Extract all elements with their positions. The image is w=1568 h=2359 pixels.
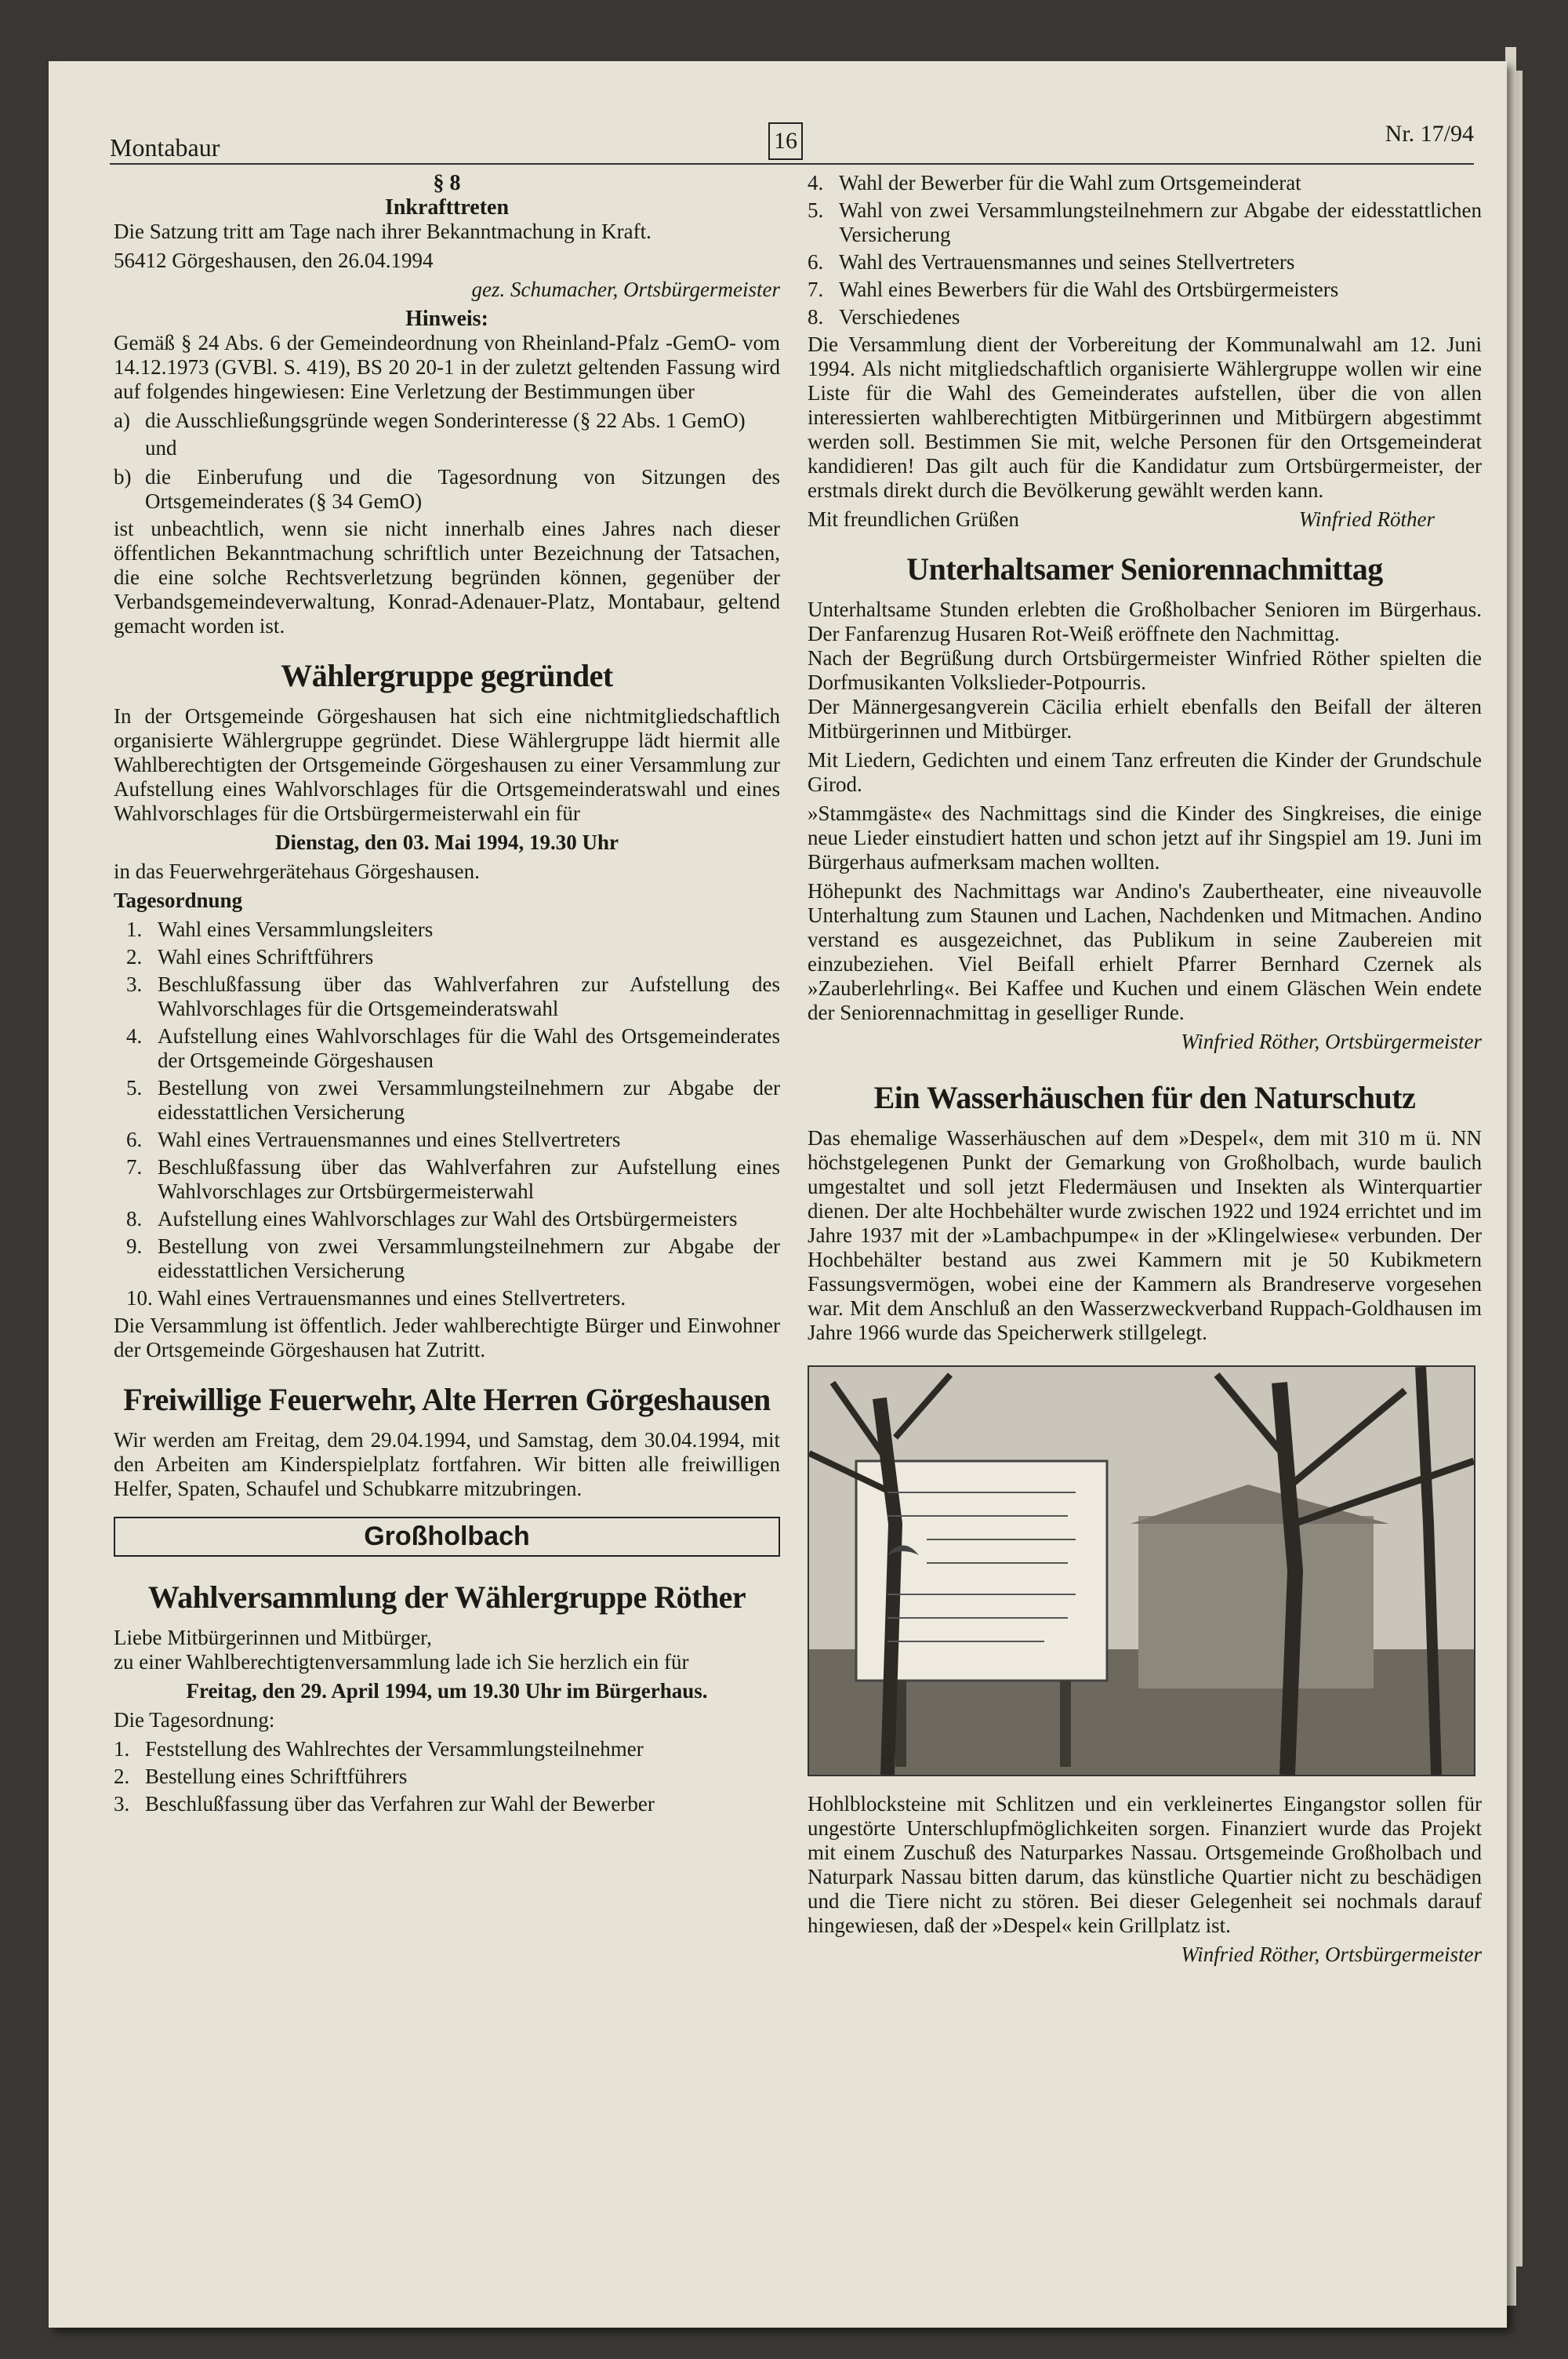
agenda-text: Feststellung des Wahlrechtes der Versammlungsteilnehmer (145, 1737, 644, 1761)
agenda-text: Wahl eines Vertrauensmannes und eines Stellvertreters. (158, 1286, 626, 1310)
signature: Winfried Röther, Ortsbürgermeister (1181, 1943, 1482, 1966)
closing-row (808, 507, 1482, 532)
header-issue: Nr. 17/94 (1385, 121, 1474, 147)
left-column (114, 171, 780, 1819)
agenda-item (126, 1234, 780, 1283)
agenda-text: Beschlußfassung über das Wahlverfahren zur Aufstellung eines Wahlvorschlages zur Ortsbürgermeisterwahl (158, 1155, 780, 1203)
agenda-number: 5. (126, 1076, 143, 1100)
agenda-number: 6. (808, 250, 824, 274)
meeting-location: in das Feuerwehrgerätehaus Görgeshausen. (114, 860, 480, 883)
article-paragraph: Mit Liedern, Gedichten und einem Tanz erfreuten die Kinder der Grundschule Girod. (808, 748, 1482, 796)
agenda-item (114, 1765, 780, 1789)
article-paragraph: Nach der Begrüßung durch Ortsbürgermeister Winfried Röther spielten die Dorfmusikanten Volkslieder-Potpourris. (808, 646, 1482, 694)
agenda-text: Aufstellung eines Wahlvorschlages für die Wahl des Ortsgemeinderates der Ortsgemeinde Görgeshausen (158, 1024, 780, 1072)
agenda-text: Bestellung eines Schriftführers (145, 1765, 408, 1788)
agenda-number: 7. (808, 278, 824, 301)
agenda-number: 3. (114, 1792, 130, 1816)
article-paragraph: »Stammgäste« des Nachmittags sind die Kinder des Singkreises, die einige neue Lieder einstudiert hatten und schon jetzt auf ihr Singspiel am 19. Juni im Bürgerhaus aufmerksam machen wollten. (808, 801, 1482, 874)
header-page-number: 16 (768, 122, 803, 160)
agenda-text: Wahl von zwei Versammlungsteilnehmern zur Abgabe der eidesstattlichen Versicherung (839, 198, 1482, 246)
agenda-number: 4. (126, 1024, 143, 1048)
agenda-number: 1. (114, 1737, 130, 1761)
agenda-item (126, 1207, 780, 1231)
agenda-title: Die Tagesordnung: (114, 1708, 275, 1732)
agenda-number: 2. (126, 945, 143, 969)
agenda-text: Wahl der Bewerber für die Wahl zum Ortsgemeinderat (839, 171, 1301, 194)
list-marker: b) (114, 465, 132, 489)
list-text: die Ausschließungsgründe wegen Sonderinteresse (§ 22 Abs. 1 GemO) (145, 409, 746, 432)
list-marker: a) (114, 409, 130, 432)
article-paragraph: Das ehemalige Wasserhäuschen auf dem »Despel«, dem mit 310 m ü. NN höchstgelegenen Punkt der Gemarkung von Großholbach, wurde baulich umgestaltet und soll jetzt Fledermäusen und Insekten als Winterquartier dienen. Der alte Hochbehälter wurde zwischen 1922 und 1924 errichtet und im Jahre 1937 mit der »Lambachpumpe« in der »Klingelwiese« verbunden. Der Hochbehälter bestand aus zwei Kammern mit je 50 Kubikmetern Fassungsvermögen, wobei eine der Kammern als Brandreserve vorgesehen war. Mit dem Anschluß an den Wasserzweckverband Ruppach-Goldhausen im Jahre 1966 wurde das Speicherwerk stillgelegt. (808, 1126, 1482, 1344)
agenda-number: 1. (126, 918, 143, 941)
place-date: 56412 Görgeshausen, den 26.04.1994 (114, 249, 434, 272)
section-box: Großholbach (114, 1517, 780, 1557)
article-headline: Unterhaltsamer Seniorennachmittag (906, 551, 1383, 587)
article-closing: Die Versammlung ist öffentlich. Jeder wahlberechtigte Bürger und Einwohner der Ortsgemeinde Görgeshausen hat Zutritt. (114, 1314, 780, 1361)
agenda-item (808, 305, 1482, 329)
meeting-date: Dienstag, den 03. Mai 1994, 19.30 Uhr (275, 831, 619, 854)
agenda-list (114, 1737, 780, 1816)
list-item (114, 409, 780, 433)
agenda-text: Bestellung von zwei Versammlungsteilnehmern zur Abgabe der eidesstattlichen Versicherung (158, 1076, 780, 1124)
agenda-number: 10. (126, 1286, 153, 1310)
agenda-title: Tagesordnung (114, 889, 243, 912)
right-column (808, 171, 1482, 1972)
agenda-item (126, 1024, 780, 1073)
article-paragraph: Der Männergesangverein Cäcilia erhielt ebenfalls den Beifall der älteren Mitbürgerinnen und Mitbürger. (808, 695, 1482, 743)
agenda-number: 4. (808, 171, 824, 194)
body-text: Die Satzung tritt am Tage nach ihrer Bekanntmachung in Kraft. (114, 220, 652, 243)
signature: Winfried Röther, Ortsbürgermeister (1181, 1030, 1482, 1053)
agenda-text: Beschlußfassung über das Verfahren zur Wahl der Bewerber (145, 1792, 655, 1816)
photo-water-house (808, 1365, 1475, 1776)
agenda-text: Aufstellung eines Wahlvorschlages zur Wahl des Ortsbürgermeisters (158, 1207, 738, 1230)
list-item (114, 465, 780, 514)
agenda-item (126, 1076, 780, 1125)
list-text: die Einberufung und die Tagesordnung von Sitzungen des Ortsgemeinderates (§ 34 GemO) (145, 465, 780, 513)
agenda-number: 5. (808, 198, 824, 222)
agenda-text: Wahl eines Schriftführers (158, 945, 374, 969)
agenda-text: Wahl eines Versammlungsleiters (158, 918, 434, 941)
article-paragraph: Unterhaltsame Stunden erlebten die Großholbacher Senioren im Bürgerhaus. Der Fanfarenzug Husaren Rot-Weiß eröffnete den Nachmittag. (808, 598, 1482, 645)
article-headline: Freiwillige Feuerwehr, Alte Herren Görgeshausen (123, 1382, 771, 1417)
article-text: Die Versammlung dient der Vorbereitung der Kommunalwahl am 12. Juni 1994. Als nicht mitgliedschaftlich organisierte Wählergruppe wollen wir eine Liste für die Wahl des Gemeinderates aufstellen, über die von allen interessierten wahlberechtigten Mitbürgerinnen und Mitbürgern abgestimmt werden soll. Bestimmen Sie mit, welche Personen für den Ortsgemeinderat kandidieren! Das gilt auch für die Kandidatur zum Ortsbürgermeister, der erstmals direkt durch die Bevölkerung gewählt werden kann. (808, 333, 1482, 502)
agenda-item (808, 198, 1482, 247)
agenda-text: Bestellung von zwei Versammlungsteilnehmern zur Abgabe der eidesstattlichen Versicherung (158, 1234, 780, 1282)
header-rule (110, 163, 1474, 165)
header-town: Montabaur (110, 133, 220, 162)
agenda-text: Verschiedenes (839, 305, 960, 329)
agenda-item (126, 972, 780, 1021)
agenda-item (126, 918, 780, 942)
agenda-text: Wahl eines Vertrauensmannes und eines Stellvertreters (158, 1128, 621, 1151)
agenda-text: Wahl des Vertrauensmannes und seines Stellvertreters (839, 250, 1295, 274)
agenda-item (114, 1792, 780, 1816)
agenda-list (114, 918, 780, 1310)
greeting: Mit freundlichen Grüßen (808, 507, 1019, 531)
agenda-item (126, 1155, 780, 1204)
section-title: Inkrafttreten (384, 195, 510, 220)
paper-stack-edge (1505, 47, 1516, 2306)
article-headline: Wählergruppe gegründet (281, 658, 613, 693)
photo-illustration (809, 1367, 1474, 1775)
agenda-item (126, 1286, 780, 1310)
invitation-text: zu einer Wahlberechtigtenversammlung lade ich Sie herzlich ein für (114, 1650, 689, 1674)
article-text: In der Ortsgemeinde Görgeshausen hat sich eine nichtmitgliedschaftlich organisierte Wählergruppe gegründet. Diese Wählergruppe lädt hiermit alle Wahlberechtigten der Ortsgemeinde Görgeshausen zu einer Versammlung zur Aufstellung eines Wahlvorschlages für die Ortsgemeinderatswahl und eines Wahlvorschlages für die Ortsbürgermeisterwahl ein für (114, 704, 780, 825)
agenda-text: Beschlußfassung über das Wahlverfahren zur Aufstellung des Wahlvorschlages für die Ortsgemeinderatswahl (158, 972, 780, 1020)
agenda-number: 8. (126, 1207, 143, 1230)
agenda-number: 2. (114, 1765, 130, 1788)
article-headline: Ein Wasserhäuschen für den Naturschutz (873, 1080, 1416, 1115)
agenda-item (808, 278, 1482, 302)
agenda-item (126, 1128, 780, 1152)
signature: Winfried Röther (1298, 507, 1435, 531)
signature: gez. Schumacher, Ortsbürgermeister (471, 278, 780, 301)
agenda-number: 8. (808, 305, 824, 329)
hinweis-title: Hinweis: (405, 307, 488, 331)
article-text: Wir werden am Freitag, dem 29.04.1994, und Samstag, dem 30.04.1994, mit den Arbeiten am Kinderspielplatz fortfahren. Wir bitten alle freiwilligen Helfer, Spaten, Schaufel und Schubkarre mitzubringen. (114, 1428, 780, 1500)
article-paragraph: Hohlblocksteine mit Schlitzen und ein verkleinertes Eingangstor sollen für ungestörte Unterschlupfmöglichkeiten sorgen. Finanziert wurde das Projekt mit einem Zuschuß des Naturparkes Nassau. Ortsgemeinde Großholbach und Naturpark Nassau bitten darum, das künstliche Quartier nicht zu beschädigen und die Tiere nicht zu stören. Bei dieser Gelegenheit sei nochmals darauf hingewiesen, daß der »Despel« kein Grillplatz ist. (808, 1792, 1482, 1937)
agenda-list (808, 171, 1482, 329)
agenda-item (114, 1737, 780, 1761)
article-paragraph: Höhepunkt des Nachmittags war Andino's Zaubertheater, eine niveauvolle Unterhaltung zum Staunen und Lachen, Nachdenken und Mitmachen. Andino verstand es ausgezeichnet, das Publikum in seine Zaubereien mit einzubeziehen. Viel Beifall erhielt Pfarrer Bernhard Czernek als »Zauberlehrling«. Bei Kaffee und Kuchen und einem Gläschen Wein endete der Seniorennachmittag in geselliger Runde. (808, 879, 1482, 1024)
agenda-number: 3. (126, 972, 143, 996)
agenda-item (808, 250, 1482, 274)
agenda-item (126, 945, 780, 969)
agenda-text: Wahl eines Bewerbers für die Wahl des Ortsbürgermeisters (839, 278, 1339, 301)
hinweis-closing: ist unbeachtlich, wenn sie nicht innerhalb eines Jahres nach dieser öffentlichen Bekanntmachung schriftlich unter Bezeichnung der Tatsachen, die eine solche Rechtsverletzung begründen können, gegenüber der Verbandsgemeindeverwaltung, Konrad-Adenauer-Platz, Montabaur, geltend gemacht worden ist. (114, 517, 780, 638)
meeting-date: Freitag, den 29. April 1994, um 19.30 Uhr im Bürgerhaus. (186, 1679, 708, 1703)
section-number: § 8 (433, 171, 461, 195)
agenda-number: 7. (126, 1155, 143, 1179)
hinweis-text: Gemäß § 24 Abs. 6 der Gemeindeordnung von Rheinland-Pfalz -GemO- vom 14.12.1973 (GVBl. S. 419), BS 20 20-1 in der zuletzt geltenden Fassung wird auf folgendes hingewiesen: Eine Verletzung der Bestimmungen über (114, 331, 780, 403)
agenda-item (808, 171, 1482, 195)
article-headline: Wahlversammlung der Wählergruppe Röther (147, 1579, 746, 1615)
page-header (110, 118, 1474, 165)
agenda-number: 9. (126, 1234, 143, 1258)
conjunction: und (145, 436, 177, 460)
greeting: Liebe Mitbürgerinnen und Mitbürger, (114, 1626, 432, 1649)
agenda-number: 6. (126, 1128, 143, 1151)
